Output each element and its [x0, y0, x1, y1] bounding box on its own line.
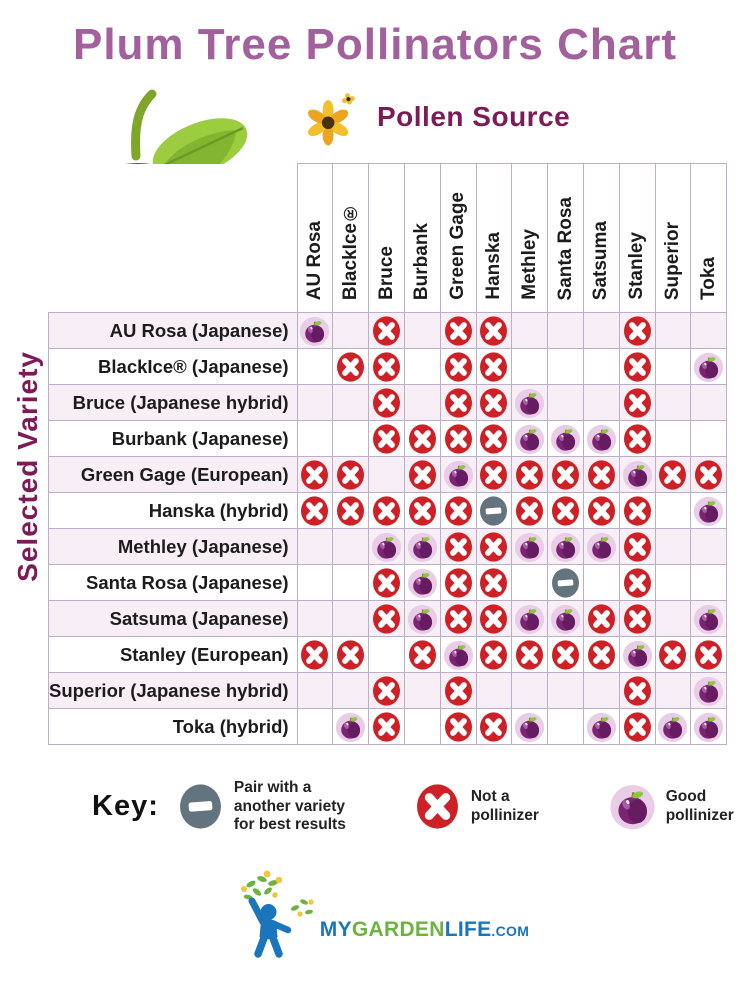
x-icon	[335, 639, 366, 671]
grid-cell	[548, 673, 584, 709]
x-icon	[407, 495, 438, 527]
plum-icon	[693, 711, 724, 743]
x-icon	[478, 351, 509, 383]
grid-cell	[404, 529, 440, 565]
column-header: AU Rosa	[297, 164, 333, 313]
key-item-label: Good pollinizer	[665, 788, 734, 824]
grid-cell	[512, 313, 548, 349]
grid-cell	[369, 637, 405, 673]
column-header: Superior	[655, 164, 691, 313]
x-icon	[371, 495, 402, 527]
x-icon	[299, 459, 330, 491]
grid-cell	[512, 637, 548, 673]
x-icon	[550, 495, 581, 527]
x-icon	[693, 459, 724, 491]
grid-cell	[440, 565, 476, 601]
grid-cell	[619, 601, 655, 637]
grid-cell	[404, 349, 440, 385]
grid-cell	[619, 709, 655, 745]
grid-cell	[476, 493, 512, 529]
page-title: Plum Tree Pollinators Chart	[72, 20, 678, 69]
grid-cell	[333, 493, 369, 529]
grid-cell	[404, 709, 440, 745]
corner-cell	[49, 164, 298, 313]
grid-cell	[369, 349, 405, 385]
x-icon	[299, 639, 330, 671]
grid-cell	[691, 673, 727, 709]
grid-cell	[297, 637, 333, 673]
grid-cell	[404, 493, 440, 529]
pollen-source-label: Pollen Source	[377, 101, 571, 132]
table-row	[49, 493, 727, 529]
grid-cell	[369, 313, 405, 349]
grid-cell	[583, 565, 619, 601]
grid-cell	[297, 349, 333, 385]
row-label: Superior (Japanese hybrid)	[49, 673, 298, 709]
grid-cell	[369, 421, 405, 457]
table-row	[49, 457, 727, 493]
pollen-source-header	[303, 88, 570, 146]
column-header: Satsuma	[583, 164, 619, 313]
x-icon	[478, 531, 509, 563]
plum-icon	[514, 387, 545, 419]
grid-cell	[476, 601, 512, 637]
grid-cell	[691, 421, 727, 457]
dash-icon	[177, 781, 224, 832]
grid-cell	[655, 385, 691, 421]
x-icon	[443, 387, 474, 419]
grid-cell	[369, 709, 405, 745]
grid-cell	[691, 457, 727, 493]
grid-cell	[404, 565, 440, 601]
row-label: Bruce (Japanese hybrid)	[49, 385, 298, 421]
grid-cell	[333, 457, 369, 493]
grid-cell	[548, 601, 584, 637]
x-icon	[478, 423, 509, 455]
grid-cell	[548, 421, 584, 457]
row-label: Methley (Japanese)	[49, 529, 298, 565]
x-icon	[443, 603, 474, 635]
grid-cell	[369, 493, 405, 529]
x-icon	[443, 711, 474, 743]
grid-cell	[297, 385, 333, 421]
grid-cell	[548, 709, 584, 745]
grid-cell	[440, 493, 476, 529]
grid-cell	[404, 637, 440, 673]
grid-cell	[476, 385, 512, 421]
grid-cell	[619, 349, 655, 385]
plum-icon	[586, 711, 617, 743]
plum-icon	[371, 531, 402, 563]
grid-cell	[655, 313, 691, 349]
grid-cell	[619, 529, 655, 565]
grid-cell	[583, 493, 619, 529]
plum-icon	[550, 423, 581, 455]
grid-cell	[619, 385, 655, 421]
grid-cell	[548, 637, 584, 673]
grid-cell	[619, 637, 655, 673]
grid-cell	[691, 565, 727, 601]
grid-cell	[297, 565, 333, 601]
grid-cell	[655, 709, 691, 745]
grid-cell	[440, 709, 476, 745]
x-icon	[478, 603, 509, 635]
x-icon	[514, 495, 545, 527]
x-icon	[371, 387, 402, 419]
plum-icon	[407, 603, 438, 635]
grid-cell	[691, 349, 727, 385]
grid-cell	[440, 457, 476, 493]
x-icon	[371, 315, 402, 347]
grid-cell	[548, 565, 584, 601]
column-header: BlackIce®	[333, 164, 369, 313]
plum-icon	[609, 781, 656, 832]
grid-cell	[476, 421, 512, 457]
grid-cell	[440, 313, 476, 349]
key-item-good-pollinizer	[609, 781, 750, 832]
grid-cell	[512, 529, 548, 565]
column-header: Santa Rosa	[548, 164, 584, 313]
plum-icon	[622, 459, 653, 491]
grid-cell	[297, 493, 333, 529]
grid-cell	[333, 349, 369, 385]
grid-cell	[333, 529, 369, 565]
table-row	[49, 601, 727, 637]
x-icon	[371, 675, 402, 707]
grid-cell	[476, 637, 512, 673]
x-icon	[414, 781, 461, 832]
grid-cell	[476, 313, 512, 349]
grid-cell	[691, 493, 727, 529]
x-icon	[443, 351, 474, 383]
x-icon	[657, 639, 688, 671]
selected-variety-label: Selected Variety	[12, 350, 43, 582]
column-header: Methley	[512, 164, 548, 313]
grid-cell	[297, 313, 333, 349]
plum-icon	[299, 315, 330, 347]
x-icon	[622, 567, 653, 599]
key-label: Key:	[92, 790, 159, 823]
key-item-pair	[177, 779, 362, 835]
x-icon	[693, 639, 724, 671]
row-label: BlackIce® (Japanese)	[49, 349, 298, 385]
column-header: Stanley	[619, 164, 655, 313]
grid-cell	[655, 673, 691, 709]
grid-cell	[655, 637, 691, 673]
x-icon	[622, 351, 653, 383]
grid-cell	[404, 601, 440, 637]
table-row	[49, 421, 727, 457]
x-icon	[622, 531, 653, 563]
grid-cell	[440, 601, 476, 637]
plum-icon	[407, 567, 438, 599]
plum-icon	[586, 423, 617, 455]
grid-cell	[333, 385, 369, 421]
x-icon	[407, 639, 438, 671]
grid-cell	[476, 529, 512, 565]
x-icon	[478, 387, 509, 419]
x-icon	[478, 567, 509, 599]
grid-cell	[619, 673, 655, 709]
grid-cell	[583, 385, 619, 421]
x-icon	[622, 315, 653, 347]
row-label: Burbank (Japanese)	[49, 421, 298, 457]
grid-cell	[691, 529, 727, 565]
grid-cell	[655, 565, 691, 601]
key-item-label: Pair with a another variety for best results	[233, 779, 346, 834]
grid-cell	[583, 601, 619, 637]
grid-cell	[476, 709, 512, 745]
column-header: Hanska	[476, 164, 512, 313]
x-icon	[443, 315, 474, 347]
x-icon	[514, 639, 545, 671]
grid-cell	[440, 673, 476, 709]
grid-cell	[440, 637, 476, 673]
x-icon	[586, 495, 617, 527]
plum-icon	[693, 495, 724, 527]
grid-cell	[583, 709, 619, 745]
x-icon	[478, 459, 509, 491]
logo-wordmark: MYGARDENLIFE.COM	[319, 918, 530, 941]
x-icon	[335, 351, 366, 383]
header-row	[49, 164, 727, 313]
column-header: Green Gage	[440, 164, 476, 313]
grid-cell	[548, 493, 584, 529]
grid-cell	[333, 421, 369, 457]
x-icon	[371, 567, 402, 599]
x-icon	[478, 639, 509, 671]
x-icon	[335, 495, 366, 527]
table-row	[49, 349, 727, 385]
grid-cell	[369, 601, 405, 637]
plum-icon	[609, 781, 656, 832]
grid-cell	[619, 457, 655, 493]
dash-icon	[177, 781, 224, 832]
grid-cell	[404, 385, 440, 421]
table-row	[49, 709, 727, 745]
x-icon	[622, 711, 653, 743]
grid-cell	[404, 673, 440, 709]
row-label: Hanska (hybrid)	[49, 493, 298, 529]
plum-icon	[514, 531, 545, 563]
x-icon	[407, 459, 438, 491]
x-icon	[514, 459, 545, 491]
row-label: AU Rosa (Japanese)	[49, 313, 298, 349]
column-header: Bruce	[369, 164, 405, 313]
grid-cell	[655, 529, 691, 565]
grid-cell	[583, 529, 619, 565]
grid-cell	[404, 457, 440, 493]
grid-cell	[297, 601, 333, 637]
grid-cell	[655, 349, 691, 385]
mygardenlife-logo	[0, 870, 750, 958]
row-label: Toka (hybrid)	[49, 709, 298, 745]
grid-cell	[512, 385, 548, 421]
grid-cell	[440, 529, 476, 565]
grid-cell	[583, 421, 619, 457]
x-icon	[657, 459, 688, 491]
x-icon	[335, 459, 366, 491]
logo-figure-icon	[221, 870, 326, 958]
grid-cell	[691, 637, 727, 673]
grid-cell	[297, 709, 333, 745]
grid-cell	[619, 421, 655, 457]
x-icon	[443, 531, 474, 563]
table-row	[49, 673, 727, 709]
grid-cell	[548, 385, 584, 421]
grid-cell	[440, 349, 476, 385]
grid-cell	[333, 313, 369, 349]
plum-icon	[514, 423, 545, 455]
table-row	[49, 313, 727, 349]
grid-cell	[404, 421, 440, 457]
grid-cell	[512, 457, 548, 493]
grid-cell	[512, 709, 548, 745]
plum-icon	[514, 603, 545, 635]
grid-cell	[512, 349, 548, 385]
x-icon	[443, 495, 474, 527]
grid-cell	[512, 601, 548, 637]
x-icon	[443, 423, 474, 455]
grid-cell	[333, 709, 369, 745]
key-section	[92, 779, 750, 835]
grid-cell	[369, 457, 405, 493]
grid-cell	[297, 421, 333, 457]
grid-cell	[548, 457, 584, 493]
flower-icon	[303, 88, 361, 146]
grid-cell	[333, 601, 369, 637]
x-icon	[414, 781, 461, 832]
plum-icon	[550, 603, 581, 635]
grid-cell	[369, 565, 405, 601]
grid-cell	[476, 565, 512, 601]
x-icon	[622, 387, 653, 419]
grid-cell	[476, 349, 512, 385]
table-row	[49, 385, 727, 421]
x-icon	[622, 495, 653, 527]
plum-icon	[443, 639, 474, 671]
key-item-not-pollinizer	[414, 781, 554, 832]
grid-cell	[548, 529, 584, 565]
plum-icon	[443, 459, 474, 491]
plum-icon	[693, 603, 724, 635]
grid-cell	[512, 673, 548, 709]
grid-cell	[583, 637, 619, 673]
dash-icon	[478, 495, 509, 527]
grid-cell	[691, 601, 727, 637]
plum-icon	[622, 639, 653, 671]
plum-icon	[407, 531, 438, 563]
grid-cell	[333, 673, 369, 709]
grid-cell	[333, 565, 369, 601]
grid-cell	[440, 421, 476, 457]
x-icon	[443, 567, 474, 599]
grid-cell	[655, 493, 691, 529]
grid-cell	[476, 457, 512, 493]
column-header: Burbank	[404, 164, 440, 313]
grid-cell	[691, 385, 727, 421]
x-icon	[371, 603, 402, 635]
plum-icon	[514, 711, 545, 743]
grid-cell	[691, 313, 727, 349]
row-label: Santa Rosa (Japanese)	[49, 565, 298, 601]
grid-cell	[512, 493, 548, 529]
dash-icon	[550, 567, 581, 599]
grid-cell	[583, 349, 619, 385]
plum-icon	[550, 531, 581, 563]
grid-cell	[369, 385, 405, 421]
x-icon	[586, 603, 617, 635]
x-icon	[407, 423, 438, 455]
grid-cell	[512, 421, 548, 457]
grid-cell	[619, 313, 655, 349]
pollinator-table	[48, 163, 727, 745]
x-icon	[586, 459, 617, 491]
x-icon	[622, 675, 653, 707]
plum-icon	[657, 711, 688, 743]
grid-cell	[548, 313, 584, 349]
grid-cell	[655, 457, 691, 493]
plum-icon	[693, 675, 724, 707]
grid-cell	[655, 601, 691, 637]
key-item-label: Not a pollinizer	[470, 788, 539, 824]
x-icon	[550, 459, 581, 491]
x-icon	[622, 603, 653, 635]
grid-cell	[548, 349, 584, 385]
x-icon	[478, 315, 509, 347]
x-icon	[371, 711, 402, 743]
row-label: Green Gage (European)	[49, 457, 298, 493]
grid-cell	[619, 565, 655, 601]
grid-cell	[297, 529, 333, 565]
grid-cell	[476, 673, 512, 709]
x-icon	[443, 675, 474, 707]
grid-cell	[404, 313, 440, 349]
table-row	[49, 529, 727, 565]
grid-cell	[583, 313, 619, 349]
table-row	[49, 565, 727, 601]
plum-icon	[586, 531, 617, 563]
x-icon	[299, 495, 330, 527]
row-label: Satsuma (Japanese)	[49, 601, 298, 637]
x-icon	[550, 639, 581, 671]
x-icon	[371, 351, 402, 383]
grid-cell	[333, 637, 369, 673]
column-header: Toka	[691, 164, 727, 313]
grid-cell	[369, 529, 405, 565]
x-icon	[478, 711, 509, 743]
table-row	[49, 637, 727, 673]
grid-cell	[619, 493, 655, 529]
grid-cell	[655, 421, 691, 457]
plum-icon	[693, 351, 724, 383]
grid-cell	[583, 673, 619, 709]
row-label: Stanley (European)	[49, 637, 298, 673]
x-icon	[622, 423, 653, 455]
grid-cell	[297, 673, 333, 709]
grid-cell	[440, 385, 476, 421]
grid-cell	[691, 709, 727, 745]
x-icon	[371, 423, 402, 455]
plum-icon	[335, 711, 366, 743]
x-icon	[586, 639, 617, 671]
grid-cell	[297, 457, 333, 493]
grid-cell	[369, 673, 405, 709]
grid-cell	[512, 565, 548, 601]
grid-cell	[583, 457, 619, 493]
